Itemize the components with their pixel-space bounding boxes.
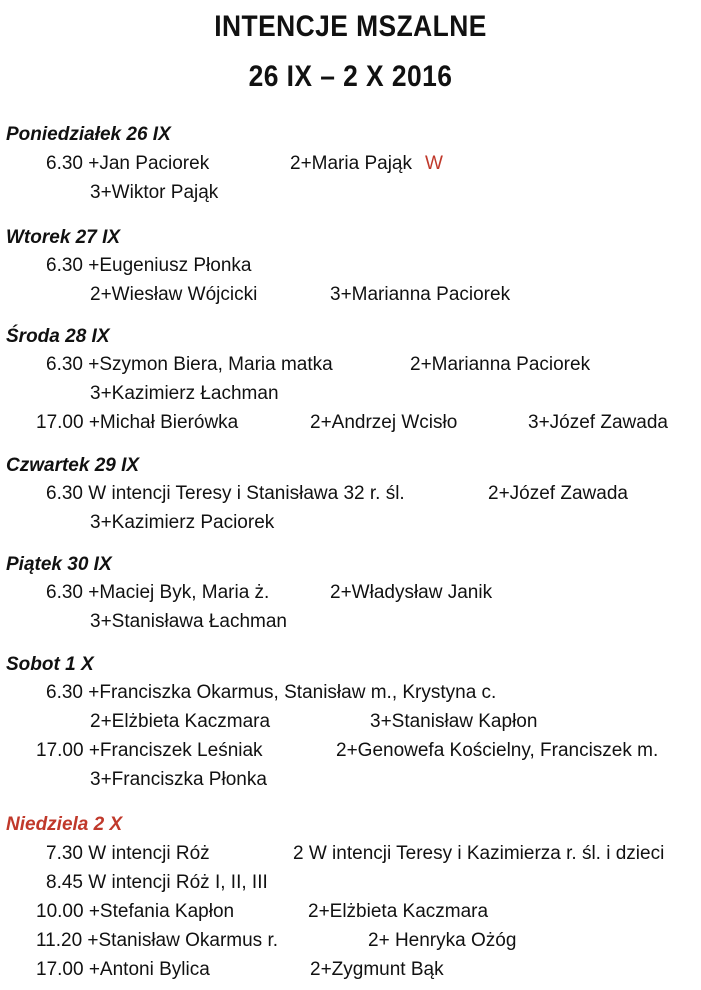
intention: 10.00 +Stefania Kapłon (36, 901, 235, 922)
intention: 2+Genowefa Kościelny, Franciszek m. (336, 740, 659, 761)
day-heading: Poniedziałek 26 IX (6, 124, 171, 145)
intention: 2+Maria Pająk (290, 153, 412, 174)
intention: 8.45 W intencji Róż I, II, III (46, 872, 268, 893)
day-heading: Piątek 30 IX (6, 554, 112, 575)
intention: 2+Władysław Janik (330, 582, 493, 603)
intention: 2+Marianna Paciorek (410, 354, 591, 375)
intention: 2+Wiesław Wójcicki (90, 284, 258, 305)
day-heading: Sobot 1 X (6, 654, 94, 675)
intention: 6.30 +Maciej Byk, Maria ż. (46, 582, 270, 603)
page-title: INTENCJE MSZALNE (214, 10, 487, 43)
day-heading: Środa 28 IX (6, 326, 110, 347)
intention: 2+Józef Zawada (488, 483, 628, 504)
intention: 11.20 +Stanisław Okarmus r. (36, 930, 279, 951)
intention-mark: W (425, 153, 443, 174)
page-subtitle-dates: 26 IX – 2 X 2016 (248, 60, 453, 93)
intention: 3+Józef Zawada (528, 412, 668, 433)
intention: 17.00 +Franciszek Leśniak (36, 740, 263, 761)
intention: 2+Zygmunt Bąk (310, 959, 444, 980)
intention: 2+Elżbieta Kaczmara (90, 711, 271, 732)
day-heading: Czwartek 29 IX (6, 455, 140, 476)
intention: 2+Andrzej Wcisło (310, 412, 458, 433)
intention: 3+Wiktor Pająk (90, 182, 219, 203)
intention: 3+Kazimierz Łachman (90, 383, 279, 404)
intention: 3+Kazimierz Paciorek (90, 512, 275, 533)
intention: 2+ Henryka Ożóg (368, 930, 517, 951)
intention: 2+Elżbieta Kaczmara (308, 901, 489, 922)
intention: 3+Marianna Paciorek (330, 284, 511, 305)
intention: 17.00 +Antoni Bylica (36, 959, 210, 980)
intention: 6.30 +Franciszka Okarmus, Stanisław m., Krystyna c. (46, 682, 497, 703)
intention: 3+Stanisław Kapłon (370, 711, 538, 732)
intention: 6.30 +Szymon Biera, Maria matka (46, 354, 333, 375)
intention: 6.30 +Eugeniusz Płonka (46, 255, 252, 276)
intention: 3+Franciszka Płonka (90, 769, 267, 790)
intention: 6.30 W intencji Teresy i Stanisława 32 r. śl. (46, 483, 405, 504)
intention: 17.00 +Michał Bierówka (36, 412, 239, 433)
day-heading-sunday: Niedziela 2 X (6, 814, 123, 835)
intention: 2 W intencji Teresy i Kazimierza r. śl. i dzieci (293, 843, 665, 864)
day-heading: Wtorek 27 IX (6, 227, 121, 248)
intention: 7.30 W intencji Róż (46, 843, 210, 864)
intention: 6.30 +Jan Paciorek (46, 153, 210, 174)
intention: 3+Stanisława Łachman (90, 611, 287, 632)
